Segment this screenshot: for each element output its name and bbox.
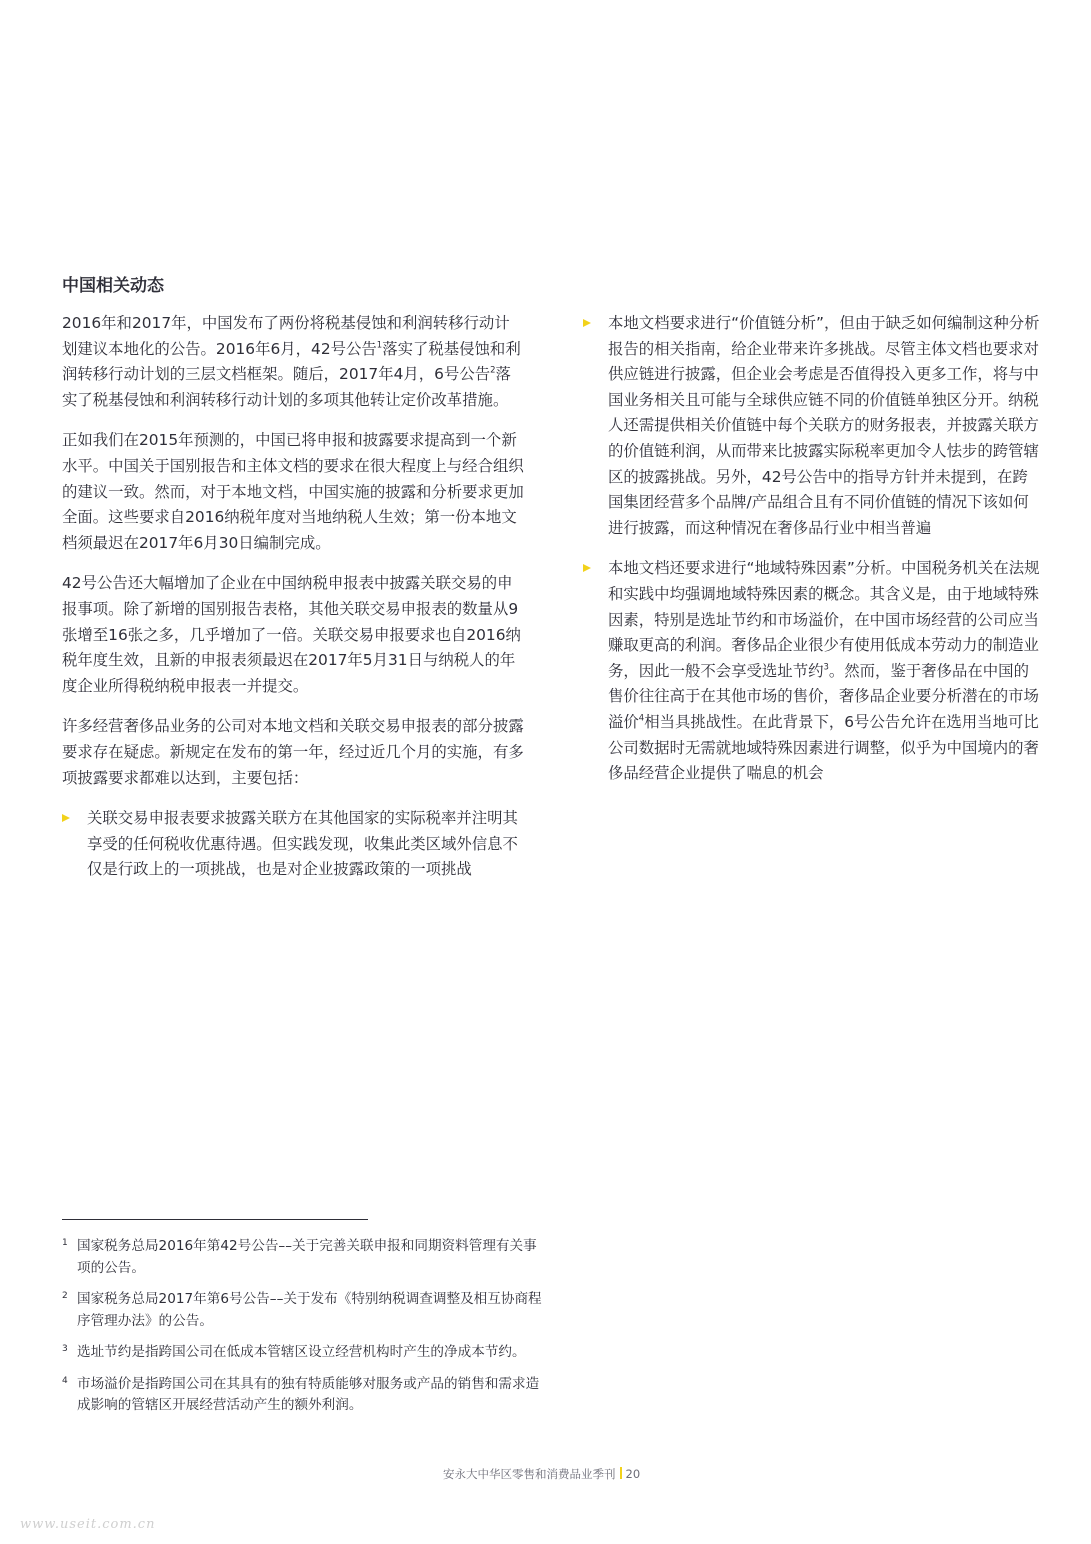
bullet-item xyxy=(583,556,1043,786)
bullet-text: 本地文档要求进行“价值链分析”，但由于缺乏如何编制这种分析报告的相关指南，给企业带来许多挑战。尽管主体文档也要求对供应链进行披露，但企业会考虑是否值得投入更多工作，将与中国业务相关且可能与全球供应链不同的价值链单独区分开。纳税人还需提供相关价值链中每个关联方的财务报表，并披露关联方的价值链利润，从而带来比披露实际税率更加令人怯步的跨管辖区的披露挑战。另外，42号公告中的指导方针并未提到，在跨国集团经营多个品牌/产品组合且有不同价值链的情况下该如何进行披露，而这种情况在奢侈品行业中相当普遍 xyxy=(608,314,1040,537)
footnotes xyxy=(62,1236,542,1427)
triangle-bullet-icon xyxy=(583,564,591,572)
publication-title: 安永大中华区零售和消费品业季刊 xyxy=(443,1467,616,1481)
footnote-divider xyxy=(62,1219,368,1220)
footnote-text: 国家税务总局2017年第6号公告––关于发布《特别纳税调查调整及相互协商程序管理办法》的公告。 xyxy=(77,1291,542,1329)
paragraph-text: 42号公告还大幅增加了企业在中国纳税申报表中披露关联交易的申报事项。除了新增的国别报告表格，其他关联交易申报表的数量从9张增至16张之多，几乎增加了一倍。关联交易申报要求也自2016纳税年度生效，且新的申报表须最迟在2017年5月31日与纳税人的年度企业所得税纳税申报表一并提交。 xyxy=(62,574,521,695)
footnote-ref: 4 xyxy=(638,712,645,723)
bullet-item xyxy=(62,806,524,883)
paragraph-text: 2016年和2017年，中国发布了两份将税基侵蚀和利润转移行动计划建议本地化的公告。2016年6月，42号公告 xyxy=(62,314,510,358)
section-heading: 中国相关动态 xyxy=(62,276,164,296)
bullet-text: 本地文档还要求进行“地域特殊因素”分析。中国税务机关在法规和实践中均强调地域特殊因素的概念。其含义是，由于地域特殊因素，特别是选址节约和市场溢价，在中国市场经营的公司应当赚取更高的利润。奢侈品企业很少有使用低成本劳动力的制造业务，因此一般不会享受选址节约 xyxy=(608,559,1040,680)
left-column xyxy=(62,311,524,898)
bullet-item xyxy=(583,311,1043,541)
page-number: 20 xyxy=(625,1467,641,1481)
footnote-ref: 1 xyxy=(376,339,383,350)
footnote-ref: 2 xyxy=(490,364,496,375)
bullet-text: 关联交易申报表要求披露关联方在其他国家的实际税率并注明其享受的任何税收优惠待遇。但实践发现，收集此类区域外信息不仅是行政上的一项挑战，也是对企业披露政策的一项挑战 xyxy=(87,809,518,879)
footnote-number: 1 xyxy=(62,1238,68,1248)
paragraph-text: 许多经营奢侈品业务的公司对本地文档和关联交易申报表的部分披露要求存在疑虑。新规定在发布的第一年，经过近几个月的实施，有多项披露要求都难以达到，主要包括： xyxy=(62,717,524,787)
left-paragraph xyxy=(62,571,524,699)
triangle-bullet-icon xyxy=(62,814,70,822)
footnote-text: 国家税务总局2016年第42号公告––关于完善关联申报和同期资料管理有关事项的公告。 xyxy=(77,1238,537,1276)
footnote xyxy=(62,1342,542,1364)
footnote-ref: 3 xyxy=(823,661,829,672)
paragraph-text: 落实了税基侵蚀和利润转移行动计划的多项其他转让定价改革措施。 xyxy=(62,365,511,409)
footnote-number: 3 xyxy=(62,1344,68,1354)
paragraph-text: 正如我们在2015年预测的，中国已将申报和披露要求提高到一个新水平。中国关于国别报告和主体文档的要求在很大程度上与经合组织的建议一致。然而，对于本地文档，中国实施的披露和分析要求更加全面。这些要求自2016纳税年度对当地纳税人生效；第一份本地文档须最迟在2017年6月30日编制完成。 xyxy=(62,431,524,552)
left-paragraph xyxy=(62,428,524,556)
footnote-number: 2 xyxy=(62,1291,68,1301)
watermark: www.useit.com.cn xyxy=(20,1517,156,1532)
left-paragraph xyxy=(62,311,524,413)
footnote xyxy=(62,1289,542,1332)
footnote xyxy=(62,1236,542,1279)
bullet-text: 相当具挑战性。在此背景下，6号公告允许在选用当地可比公司数据时无需就地域特殊因素进行调整，似乎为中国境内的奢侈品经营企业提供了喘息的机会 xyxy=(608,712,1039,783)
paragraph-text: 落实了税基侵蚀和利润转移行动计划的三层文档框架。随后，2017年4月，6号公告 xyxy=(62,339,521,384)
footer-separator xyxy=(620,1467,622,1479)
right-column xyxy=(583,311,1043,802)
bullet-text: 。然而，鉴于奢侈品在中国的售价往往高于在其他市场的售价，奢侈品企业要分析潜在的市场溢价 xyxy=(608,661,1039,731)
triangle-bullet-icon xyxy=(583,319,591,327)
page-footer xyxy=(443,1466,640,1482)
footnote-number: 4 xyxy=(62,1375,68,1386)
footnote-text: 选址节约是指跨国公司在低成本管辖区设立经营机构时产生的净成本节约。 xyxy=(77,1344,526,1360)
footnote xyxy=(62,1374,542,1417)
left-paragraph xyxy=(62,714,524,791)
footnote-text: 市场溢价是指跨国公司在其具有的独有特质能够对服务或产品的销售和需求造成影响的管辖区开展经营活动产生的额外利润。 xyxy=(77,1375,540,1413)
